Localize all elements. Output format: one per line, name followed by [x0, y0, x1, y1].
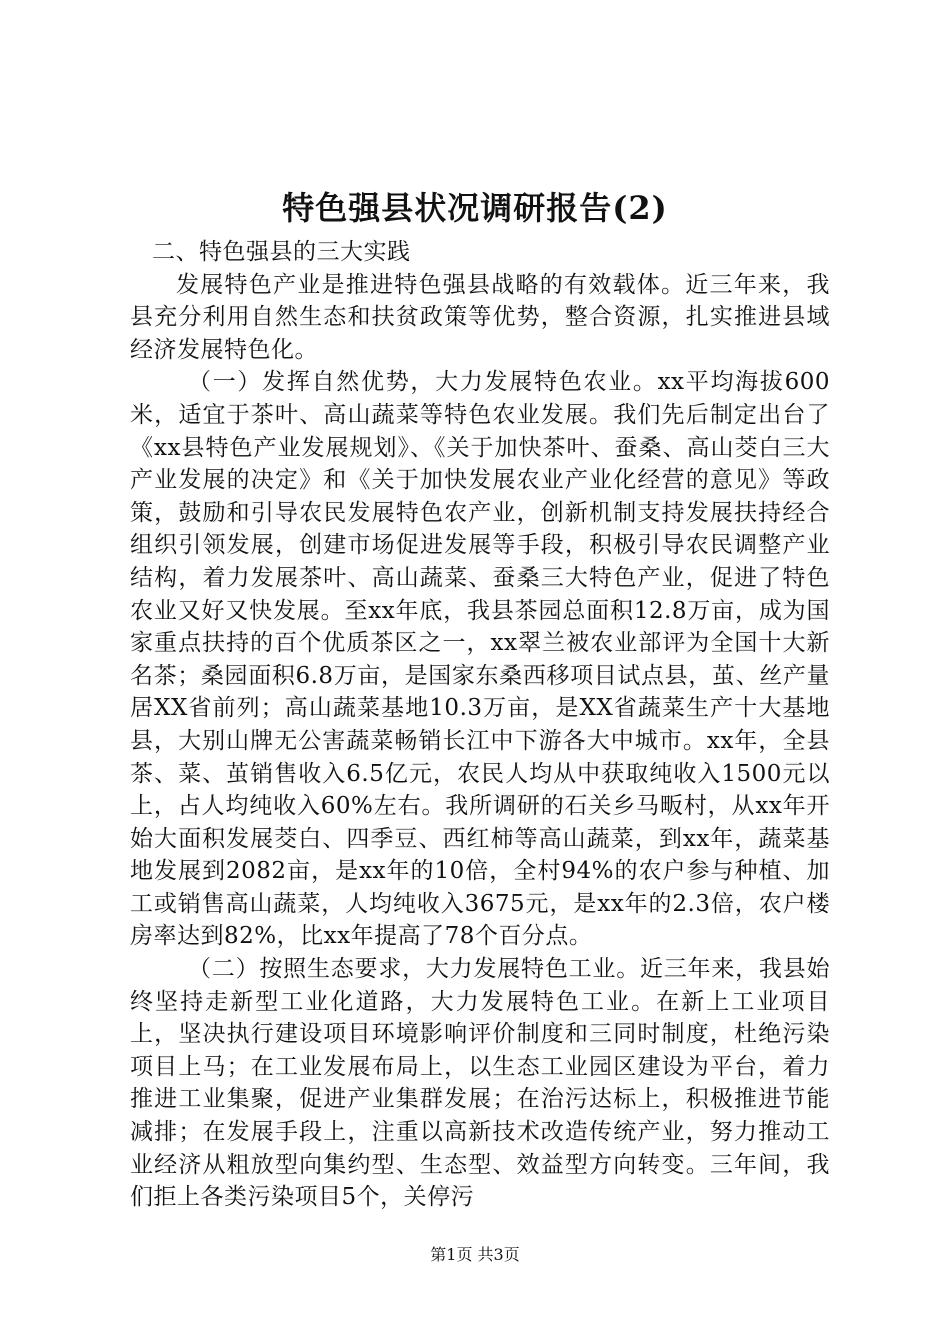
- section-heading: 二、特色强县的三大实践: [152, 239, 411, 265]
- page-title: 特色强县状况调研报告(2): [282, 189, 668, 227]
- page-footer: 第1页 共3页: [430, 1245, 520, 1264]
- document-body: [130, 236, 830, 1214]
- paragraph-agriculture: （一）发挥自然优势，大力发展特色农业。xx平均海拔600米，适宜于茶叶、高山蔬菜等特色农业发展。我们先后制定出台了《xx县特色产业发展规划》、《关于加快茶叶、蚕桑、高山茭白三大产业发展的决定》和《关于加快发展农业产业化经营的意见》等政策，鼓励和引导农民发展特色农产业，创新机制支持发展扶持经合组织引领发展，创建市场促进发展等手段，积极引导农民调整产业结构，着力发展茶叶、高山蔬菜、蚕桑三大特色产业，促进了特色农业又好又快发展。至xx年底，我县茶园总面积12.8万亩，成为国家重点扶持的百个优质茶区之一，xx翠兰被农业部评为全国十大新名茶；桑园面积6.8万亩，是国家东桑西移项目试点县，茧、丝产量居XX省前列；高山蔬菜基地10.3万亩，是XX省蔬菜生产十大基地县，大别山牌无公害蔬菜畅销长江中下游各大中城市。xx年，全县茶、菜、茧销售收入6.5亿元，农民人均从中获取纯收入1500元以上，占人均纯收入60%左右。我所调研的石关乡马畈村，从xx年开始大面积发展茭白、四季豆、西红柿等高山蔬菜，到xx年，蔬菜基地发展到2082亩，是xx年的10倍，全村94%的农户参与种植、加工或销售高山蔬菜，人均纯收入3675元，是xx年的2.3倍，农户楼房率达到82%，比xx年提高了78个百分点。: [130, 369, 830, 950]
- paragraph-industry: （二）按照生态要求，大力发展特色工业。近三年来，我县始终坚持走新型工业化道路，大力发展特色工业。在新上工业项目上，坚决执行建设项目环境影响评价制度和三同时制度，杜绝污染项目上马；在工业发展布局上，以生态工业园区建设为平台，着力推进工业集聚，促进产业集群发展；在治污达标上，积极推进节能减排；在发展手段上，注重以高新技术改造传统产业，努力推动工业经济从粗放型向集约型、生态型、效益型方向转变。三年间，我们拒上各类污染项目5个，关停污: [130, 956, 830, 1211]
- paragraph-intro: 发展特色产业是推进特色强县战略的有效载体。近三年来，我县充分利用自然生态和扶贫政策等优势，整合资源，扎实推进县域经济发展特色化。: [130, 271, 830, 363]
